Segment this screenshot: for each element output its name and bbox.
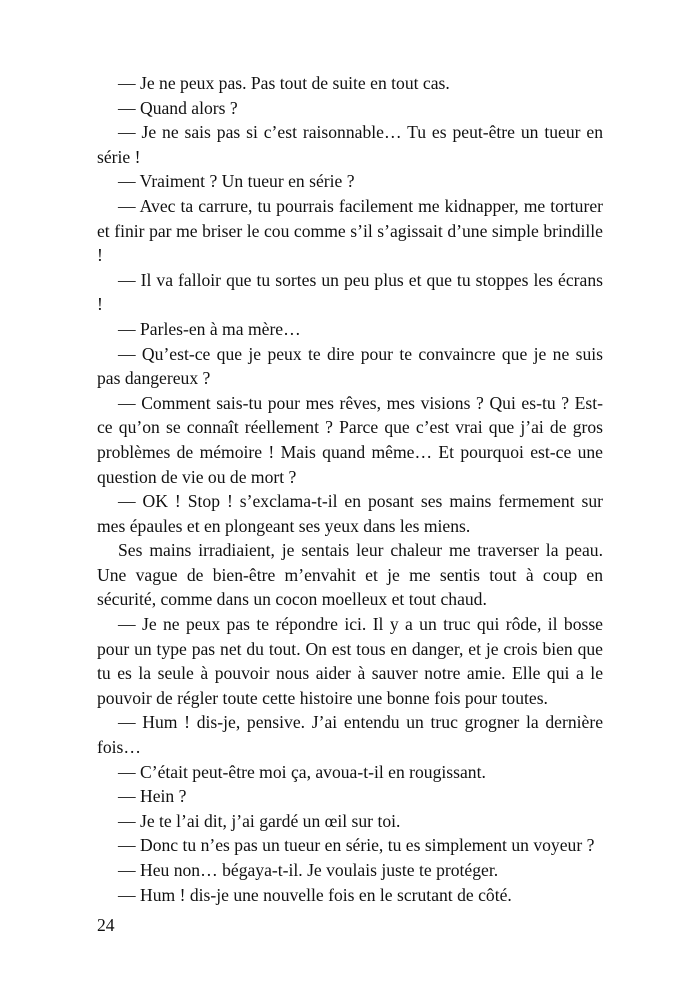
paragraph: — Qu’est-ce que je peux te dire pour te convaincre que je ne suis pas dangereux ? [97,343,603,389]
paragraph: — C’était peut-être moi ça, avoua-t-il en rougissant. [118,761,486,782]
paragraph: — Je te l’ai dit, j’ai gardé un œil sur toi. [118,810,401,831]
paragraph: — Comment sais-tu pour mes rêves, mes visions ? Qui es-tu ? Est-ce qu’on se connaît réellement ? Parce que c’est vrai que j’ai de gros problèmes de mémoire ! Mais quand même… Et pourquoi est-ce une question de vie ou de mort ? [97,392,603,487]
paragraph: — Vraiment ? Un tueur en série ? [118,171,355,192]
page-number: 24 [97,915,115,935]
paragraph: — Quand alors ? [118,97,238,118]
paragraph: — Il va falloir que tu sortes un peu plus et que tu stoppes les écrans ! [97,269,603,315]
paragraph: — Je ne peux pas. Pas tout de suite en tout cas. [118,73,450,93]
paragraph: Ses mains irradiaient, je sentais leur chaleur me traverser la peau. Une vague de bien-être m’envahit et je me sentis tout à coup en sécurité, comme dans un cocon moelleux et tout chaud. [97,540,603,610]
paragraph: — Je ne peux pas te répondre ici. Il y a un truc qui rôde, il bosse pour un type pas net du tout. On est tous en danger, et je crois bien que tu es la seule à pouvoir nous aider à sauver notre amie. Elle qui a le pouvoir de régler toute cette histoire une bonne fois pour toutes. [97,614,603,708]
paragraph: — Hum ! dis-je une nouvelle fois en le scrutant de côté. [118,884,512,905]
paragraph: — Heu non… bégaya-t-il. Je voulais juste te protéger. [118,860,499,880]
body-text [97,71,603,907]
paragraph: — OK ! Stop ! s’exclama-t-il en posant ses mains fermement sur mes épaules et en plongeant ses yeux dans les miens. [97,491,603,536]
paragraph: — Hein ? [118,786,187,807]
paragraph: — Avec ta carrure, tu pourrais facilement me kidnapper, me torturer et finir par me briser le cou comme s’il s’agissait d’une simple brindille ! [97,195,603,266]
paragraph: — Je ne sais pas si c’est raisonnable… Tu es peut-être un tueur en série ! [97,122,603,167]
paragraph: — Parles-en à ma mère… [118,318,301,339]
paragraph: — Hum ! dis-je, pensive. J’ai entendu un truc grogner la dernière fois… [97,712,603,758]
paragraph: — Donc tu n’es pas un tueur en série, tu es simplement un voyeur ? [118,835,595,856]
